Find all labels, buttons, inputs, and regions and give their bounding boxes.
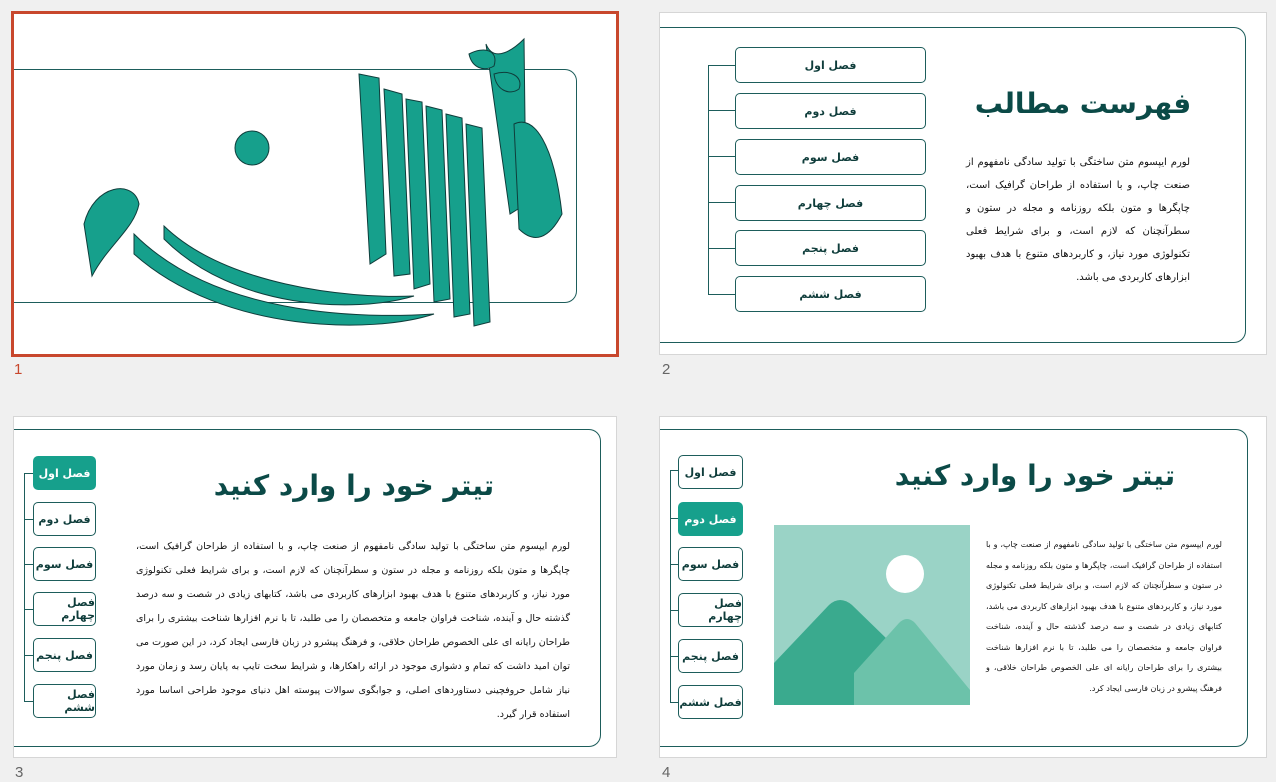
tab-connector (670, 470, 671, 702)
slide-number-3: 3 (15, 764, 24, 781)
slide-title: تیتر خود را وارد کنید (213, 469, 495, 502)
tab-connector (24, 473, 25, 701)
calligraphy-bismillah-icon (14, 14, 619, 357)
slide-title: تیتر خود را وارد کنید (894, 459, 1176, 492)
image-placeholder-icon (774, 525, 970, 705)
toc-item-5[interactable]: فصل پنجم (735, 230, 926, 266)
tab-chapter-4[interactable]: فصل چهارم (678, 593, 743, 627)
slide-number-1: 1 (14, 361, 23, 378)
tab-chapter-6[interactable]: فصل ششم (678, 685, 743, 719)
tab-chapter-3[interactable]: فصل سوم (33, 547, 96, 581)
toc-connector (708, 65, 709, 294)
slide-paragraph: لورم ایپسوم متن ساختگی با تولید سادگی نامفهوم از صنعت چاپ، و با استفاده از طراحان گرافیک است، چاپگرها و متون بلکه روزنامه و مجله در ستون و سطرآنچنان که لازم است، و برای شرایط فعلی تکنولوژی مورد نیاز، و کاربردهای متنوع با هدف بهبود ابزارهای کاربردی می باشد، کتابهای زیادی در شصت و سه درصد گذشته حال و آینده، شناخت فراوان جامعه و متخصصان را می طلبد، تا با نرم افزارها شناخت بیشتری را برای طراحان رایانه ای علی الخصوص طراحان خلاقی، و فرهنگ پیشرو در زبان فارسی ایجاد کرد، در این صورت می توان امید داشت که تمام و دشواری موجود در ارائه راهکارها، و شرایط سخت تایپ به پایان رسد و زمان مورد نیاز شامل حروفچینی دستاوردهای اصلی، و جوابگوی سوالات پیوسته اهل دنیای موجود طراحی اساسا مورد استفاده قرار گیرد. (136, 541, 570, 720)
tab-chapter-1[interactable]: فصل اول (678, 455, 743, 489)
tab-chapter-3[interactable]: فصل سوم (678, 547, 743, 581)
tab-chapter-2[interactable]: فصل دوم (33, 502, 96, 536)
toc-item-2[interactable]: فصل دوم (735, 93, 926, 129)
toc-item-1[interactable]: فصل اول (735, 47, 926, 83)
tab-chapter-1[interactable]: فصل اول (33, 456, 96, 490)
slide-thumbnail-1[interactable] (11, 11, 619, 357)
tab-chapter-5[interactable]: فصل پنجم (33, 638, 96, 672)
slide-thumbnail-2[interactable] (659, 12, 1267, 355)
slide-number-4: 4 (662, 764, 671, 781)
slide-thumbnail-3[interactable] (13, 416, 617, 758)
image-placeholder[interactable] (774, 525, 970, 705)
tab-chapter-6[interactable]: فصل ششم (33, 684, 96, 718)
toc-item-3[interactable]: فصل سوم (735, 139, 926, 175)
toc-item-4[interactable]: فصل چهارم (735, 185, 926, 221)
toc-item-6[interactable]: فصل ششم (735, 276, 926, 312)
slide-paragraph: لورم ایپسوم متن ساختگی با تولید سادگی نامفهوم از صنعت چاپ، و با استفاده از طراحان گرافیک است، چاپگرها و متون بلکه روزنامه و مجله در ستون و سطرآنچنان که لازم است، و برای شرایط فعلی تکنولوژی مورد نیاز، و کاربردهای متنوع با هدف بهبود ابزارهای کاربردی می باشد. (966, 157, 1190, 283)
tab-chapter-4[interactable]: فصل چهارم (33, 592, 96, 626)
slide-number-2: 2 (662, 361, 671, 378)
slide-thumbnail-4[interactable] (659, 416, 1267, 758)
tab-chapter-5[interactable]: فصل پنجم (678, 639, 743, 673)
slide-title: فهرست مطالب (974, 87, 1192, 120)
tab-chapter-2[interactable]: فصل دوم (678, 502, 743, 536)
slide-paragraph: لورم ایپسوم متن ساختگی با تولید سادگی نامفهوم از صنعت چاپ، و با استفاده از طراحان گرافیک است، چاپگرها و متون بلکه روزنامه و مجله در ستون و سطرآنچنان که لازم است، و برای شرایط فعلی تکنولوژی مورد نیاز، و کاربردهای متنوع با هدف بهبود ابزارهای کاربردی می باشد، کتابهای زیادی در شصت و سه درصد گذشته حال و آینده، شناخت فراوان جامعه و متخصصان را می طلبد، تا با نرم افزارها شناخت بیشتری را برای طراحان رایانه ای علی الخصوص طراحان خلاقی، و فرهنگ پیشرو در زبان فارسی ایجاد کرد. (986, 540, 1222, 693)
